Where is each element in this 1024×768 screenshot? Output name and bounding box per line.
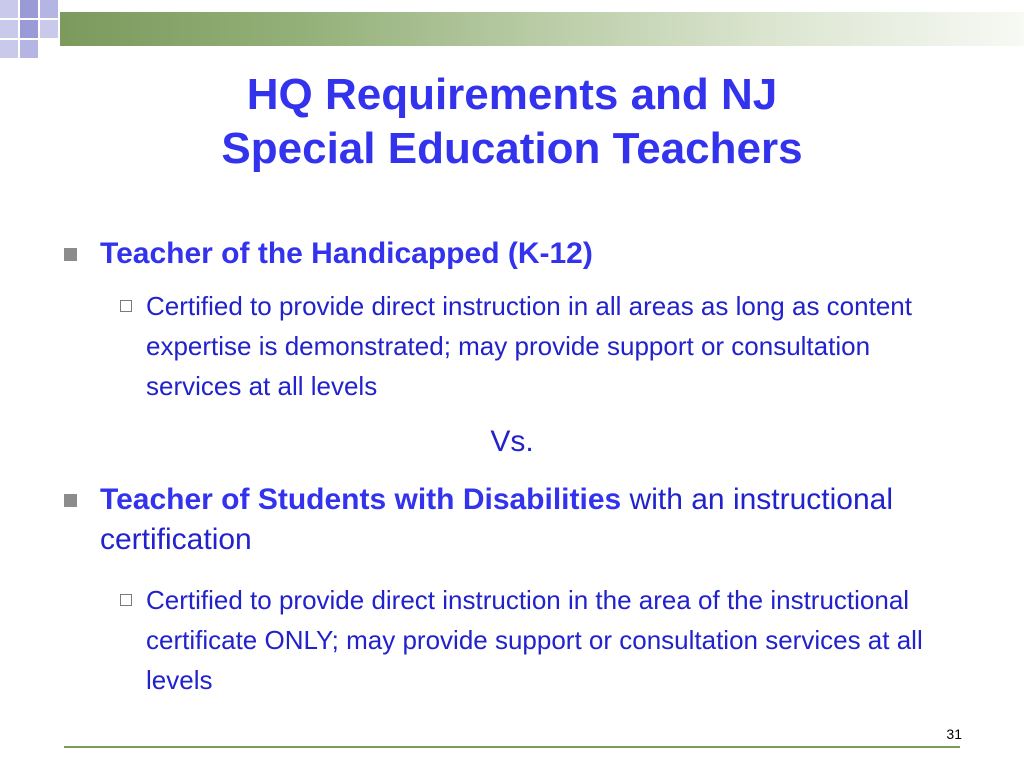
square-bullet-icon bbox=[64, 248, 77, 261]
bullet-heading: Teacher of Students with Disabilities bbox=[100, 483, 622, 516]
sub-bullet-text: Certified to provide direct instruction in all areas as long as content expertise is demonstrated; may provide support or consultation services at all levels bbox=[146, 291, 912, 401]
title-line-2: Special Education Teachers bbox=[221, 124, 803, 173]
bullet-heading-tail: with an instructional certification bbox=[100, 483, 894, 556]
bottom-divider bbox=[64, 746, 960, 748]
bullet-heading: Teacher of the Handicapped (K-12) bbox=[100, 237, 593, 270]
title-line-1: HQ Requirements and NJ bbox=[246, 70, 778, 119]
versus-separator: Vs. bbox=[490, 425, 534, 458]
sub-bullet-text: Certified to provide direct instruction in the area of the instructional certificate ONLY; may provide support or consultation services at all levels bbox=[146, 585, 923, 695]
page-number: 31 bbox=[946, 726, 962, 742]
hollow-square-bullet-icon bbox=[120, 594, 132, 606]
hollow-square-bullet-icon bbox=[120, 300, 132, 312]
square-bullet-icon bbox=[64, 494, 77, 507]
